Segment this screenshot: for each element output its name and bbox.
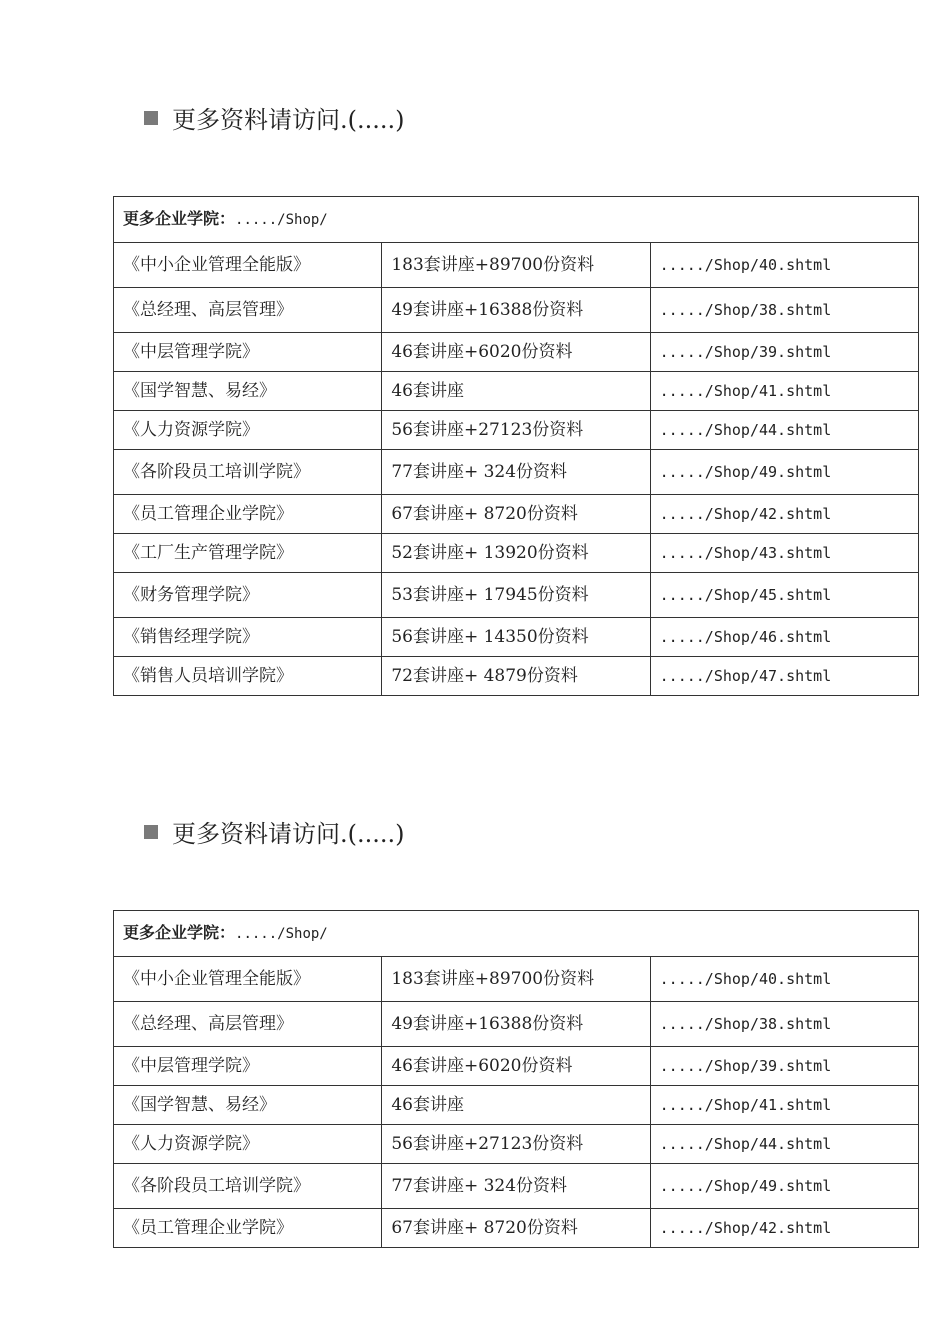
header-label: 更多企业学院：	[123, 923, 236, 942]
course-url-link[interactable]: ...../Shop/49.shtml	[650, 450, 918, 495]
course-name: 《国学智慧、易经》	[114, 1086, 382, 1125]
course-name: 《中层管理学院》	[114, 333, 382, 372]
course-content: 67套讲座+ 8720份资料	[382, 1209, 650, 1248]
course-name: 《总经理、高层管理》	[114, 1002, 382, 1047]
table-row	[114, 333, 919, 372]
table-header-row	[114, 911, 919, 957]
table-row	[114, 1047, 919, 1086]
section-heading	[144, 100, 405, 135]
course-content: 46套讲座+6020份资料	[382, 1047, 650, 1086]
table-header-cell	[114, 911, 919, 957]
course-name: 《人力资源学院》	[114, 1125, 382, 1164]
bullet-square-icon	[144, 111, 158, 125]
course-name: 《人力资源学院》	[114, 411, 382, 450]
header-url-link[interactable]: ...../Shop/	[235, 926, 328, 942]
course-name: 《总经理、高层管理》	[114, 288, 382, 333]
course-name: 《各阶段员工培训学院》	[114, 450, 382, 495]
table-header-row	[114, 197, 919, 243]
course-name: 《工厂生产管理学院》	[114, 534, 382, 573]
table-row	[114, 573, 919, 618]
course-url-link[interactable]: ...../Shop/44.shtml	[650, 411, 918, 450]
course-content: 67套讲座+ 8720份资料	[382, 495, 650, 534]
course-name: 《中小企业管理全能版》	[114, 957, 382, 1002]
course-url-link[interactable]: ...../Shop/41.shtml	[650, 1086, 918, 1125]
header-url-link[interactable]: ...../Shop/	[235, 212, 328, 228]
table-header-cell	[114, 197, 919, 243]
academy-links-table	[113, 196, 919, 696]
table-row	[114, 1209, 919, 1248]
course-url-link[interactable]: ...../Shop/45.shtml	[650, 573, 918, 618]
course-content: 49套讲座+16388份资料	[382, 1002, 650, 1047]
course-name: 《销售经理学院》	[114, 618, 382, 657]
course-url-link[interactable]: ...../Shop/38.shtml	[650, 288, 918, 333]
course-content: 56套讲座+27123份资料	[382, 411, 650, 450]
header-label: 更多企业学院：	[123, 209, 236, 228]
course-name: 《销售人员培训学院》	[114, 657, 382, 696]
course-name: 《中层管理学院》	[114, 1047, 382, 1086]
course-content: 183套讲座+89700份资料	[382, 957, 650, 1002]
heading-text: 更多资料请访问.(.....)	[172, 106, 405, 134]
course-content: 46套讲座	[382, 372, 650, 411]
course-name: 《员工管理企业学院》	[114, 1209, 382, 1248]
academy-links-table	[113, 910, 919, 1248]
table-row	[114, 495, 919, 534]
table-row	[114, 288, 919, 333]
course-url-link[interactable]: ...../Shop/46.shtml	[650, 618, 918, 657]
course-url-link[interactable]: ...../Shop/42.shtml	[650, 1209, 918, 1248]
table-row	[114, 957, 919, 1002]
table-row	[114, 1086, 919, 1125]
course-url-link[interactable]: ...../Shop/39.shtml	[650, 1047, 918, 1086]
course-content: 77套讲座+ 324份资料	[382, 450, 650, 495]
course-content: 77套讲座+ 324份资料	[382, 1164, 650, 1209]
table-row	[114, 1125, 919, 1164]
course-name: 《各阶段员工培训学院》	[114, 1164, 382, 1209]
table-row	[114, 411, 919, 450]
course-content: 56套讲座+27123份资料	[382, 1125, 650, 1164]
course-content: 183套讲座+89700份资料	[382, 243, 650, 288]
table-row	[114, 618, 919, 657]
course-url-link[interactable]: ...../Shop/42.shtml	[650, 495, 918, 534]
course-content: 46套讲座	[382, 1086, 650, 1125]
course-content: 72套讲座+ 4879份资料	[382, 657, 650, 696]
course-url-link[interactable]: ...../Shop/40.shtml	[650, 957, 918, 1002]
course-content: 56套讲座+ 14350份资料	[382, 618, 650, 657]
course-url-link[interactable]: ...../Shop/39.shtml	[650, 333, 918, 372]
course-url-link[interactable]: ...../Shop/49.shtml	[650, 1164, 918, 1209]
table-row	[114, 534, 919, 573]
course-name: 《员工管理企业学院》	[114, 495, 382, 534]
table-row	[114, 1002, 919, 1047]
course-url-link[interactable]: ...../Shop/40.shtml	[650, 243, 918, 288]
course-content: 52套讲座+ 13920份资料	[382, 534, 650, 573]
course-url-link[interactable]: ...../Shop/47.shtml	[650, 657, 918, 696]
course-content: 53套讲座+ 17945份资料	[382, 573, 650, 618]
section-heading	[144, 814, 405, 849]
course-name: 《国学智慧、易经》	[114, 372, 382, 411]
course-name: 《中小企业管理全能版》	[114, 243, 382, 288]
table-row	[114, 657, 919, 696]
bullet-square-icon	[144, 825, 158, 839]
course-name: 《财务管理学院》	[114, 573, 382, 618]
table-row	[114, 1164, 919, 1209]
course-url-link[interactable]: ...../Shop/41.shtml	[650, 372, 918, 411]
table-row	[114, 243, 919, 288]
course-url-link[interactable]: ...../Shop/38.shtml	[650, 1002, 918, 1047]
heading-text: 更多资料请访问.(.....)	[172, 820, 405, 848]
course-content: 46套讲座+6020份资料	[382, 333, 650, 372]
table-row	[114, 372, 919, 411]
course-url-link[interactable]: ...../Shop/43.shtml	[650, 534, 918, 573]
table-row	[114, 450, 919, 495]
course-content: 49套讲座+16388份资料	[382, 288, 650, 333]
course-url-link[interactable]: ...../Shop/44.shtml	[650, 1125, 918, 1164]
